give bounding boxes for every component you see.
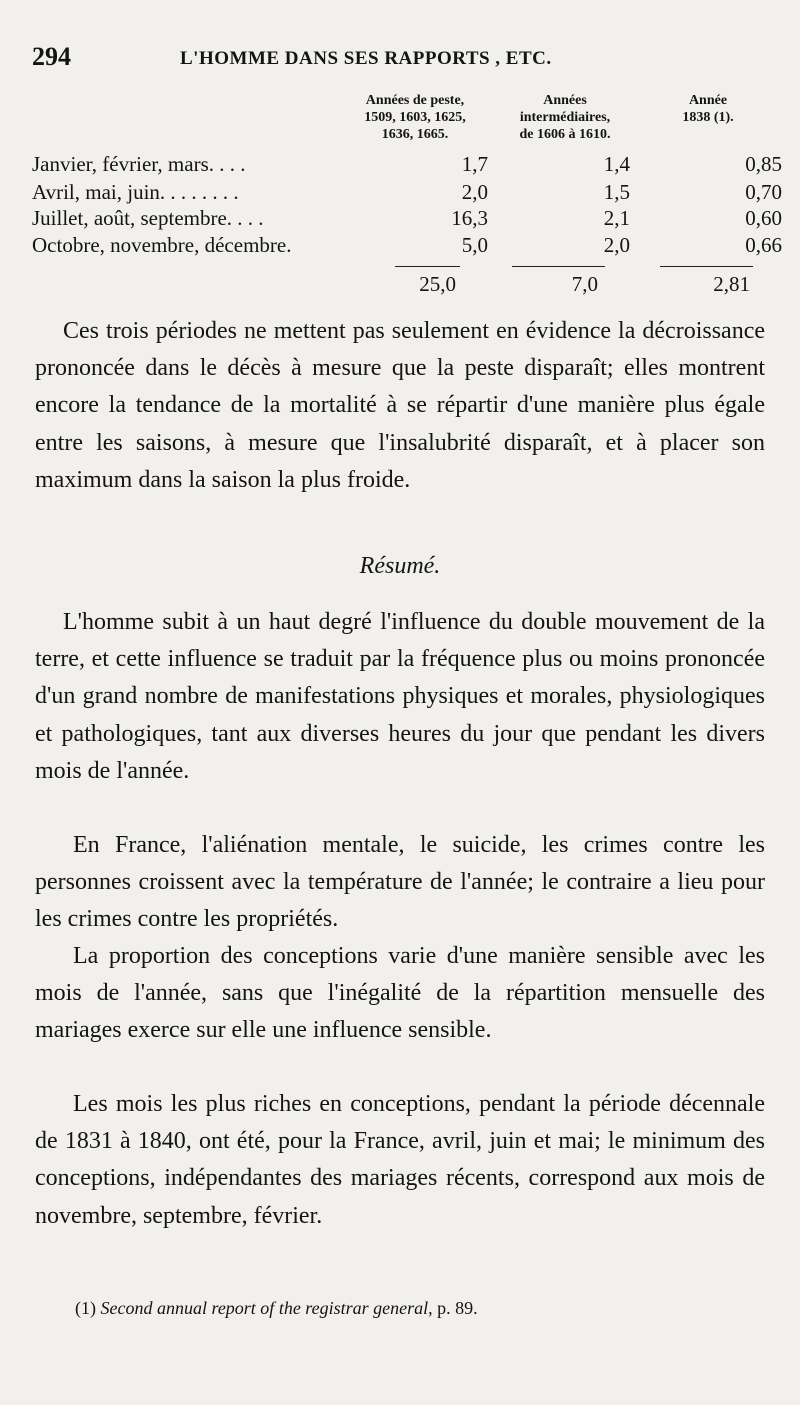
column-header-year-1838: Année 1838 (1). bbox=[682, 93, 734, 125]
row-label: Juillet, août, septembre. . . . bbox=[32, 206, 264, 230]
cell-value: 2,0 bbox=[461, 180, 488, 204]
table-row bbox=[32, 233, 782, 263]
total-rule bbox=[512, 266, 605, 267]
cell-value: 1,5 bbox=[603, 180, 630, 204]
cell-value: 0,85 bbox=[745, 152, 782, 176]
total-value: 7,0 bbox=[571, 272, 598, 296]
running-title: L'HOMME DANS SES RAPPORTS , ETC. bbox=[180, 48, 552, 69]
section-title: Résumé. bbox=[359, 553, 441, 579]
body-paragraph: Les mois les plus riches en conceptions, pendant la période décennale de 1831 à 1840, ont été, pour la France, avril, juin et mai; le minimum des conceptions, indépendantes des mariages récents, correspond aux mois de novembre, septembre, février. bbox=[35, 1091, 765, 1229]
row-label: Janvier, février, mars. . . . bbox=[32, 152, 246, 176]
footnote bbox=[75, 1298, 478, 1319]
row-label: Avril, mai, juin. . . . . . . . bbox=[32, 180, 239, 204]
column-header-intermediate-years: Années intermédiaires, de 1606 à 1610. bbox=[519, 93, 611, 142]
cell-value: 16,3 bbox=[451, 206, 488, 230]
page-number: 294 bbox=[32, 42, 71, 71]
cell-value: 0,60 bbox=[745, 206, 782, 230]
footnote-marker: (1) bbox=[75, 1298, 96, 1318]
row-label: Octobre, novembre, décembre. bbox=[32, 233, 292, 257]
total-value: 2,81 bbox=[713, 272, 750, 296]
column-header-plague-years: Années de peste, 1509, 1603, 1625, 1636, 1665. bbox=[364, 93, 466, 142]
cell-value: 5,0 bbox=[461, 233, 488, 257]
page-header bbox=[30, 40, 770, 80]
table-row bbox=[32, 152, 782, 182]
footnote-title: Second annual report of the registrar general bbox=[100, 1298, 429, 1318]
cell-value: 2,0 bbox=[603, 233, 630, 257]
cell-value: 1,4 bbox=[603, 152, 630, 176]
body-paragraph: L'homme subit à un haut degré l'influence du double mouvement de la terre, et cette influence se traduit par la fréquence plus ou moins prononcée d'un grand nombre de manifestations physiques et morales, physiologiques et pathologiques, tant aux diverses heures du jour que pendant les divers mois de l'année. bbox=[35, 609, 765, 784]
cell-value: 2,1 bbox=[603, 206, 630, 230]
body-paragraph: La proportion des conceptions varie d'une manière sensible avec les mois de l'année, sans que l'inégalité de la répartition mensuelle des mariages exerce sur elle une influence sensible. bbox=[35, 943, 765, 1044]
table-row bbox=[32, 206, 782, 236]
total-rule bbox=[660, 266, 753, 267]
total-value: 25,0 bbox=[419, 272, 456, 296]
total-rule bbox=[395, 266, 460, 267]
cell-value: 0,66 bbox=[745, 233, 782, 257]
cell-value: 0,70 bbox=[745, 180, 782, 204]
body-paragraph: Ces trois périodes ne mettent pas seulement en évidence la décroissance prononcée dans le décès à mesure que la peste disparaît; elles montrent encore la tendance de la mortalité à se répartir d'une manière plus égale entre les saisons, à mesure que l'insalubrité disparaît, et à placer son maximum dans la saison la plus froide. bbox=[35, 318, 765, 493]
cell-value: 1,7 bbox=[461, 152, 488, 176]
body-paragraph: En France, l'aliénation mentale, le suicide, les crimes contre les personnes croissent avec la température de l'année; le contraire a lieu pour les crimes contre les propriétés. bbox=[35, 832, 765, 933]
footnote-rest: , p. 89. bbox=[428, 1298, 478, 1318]
